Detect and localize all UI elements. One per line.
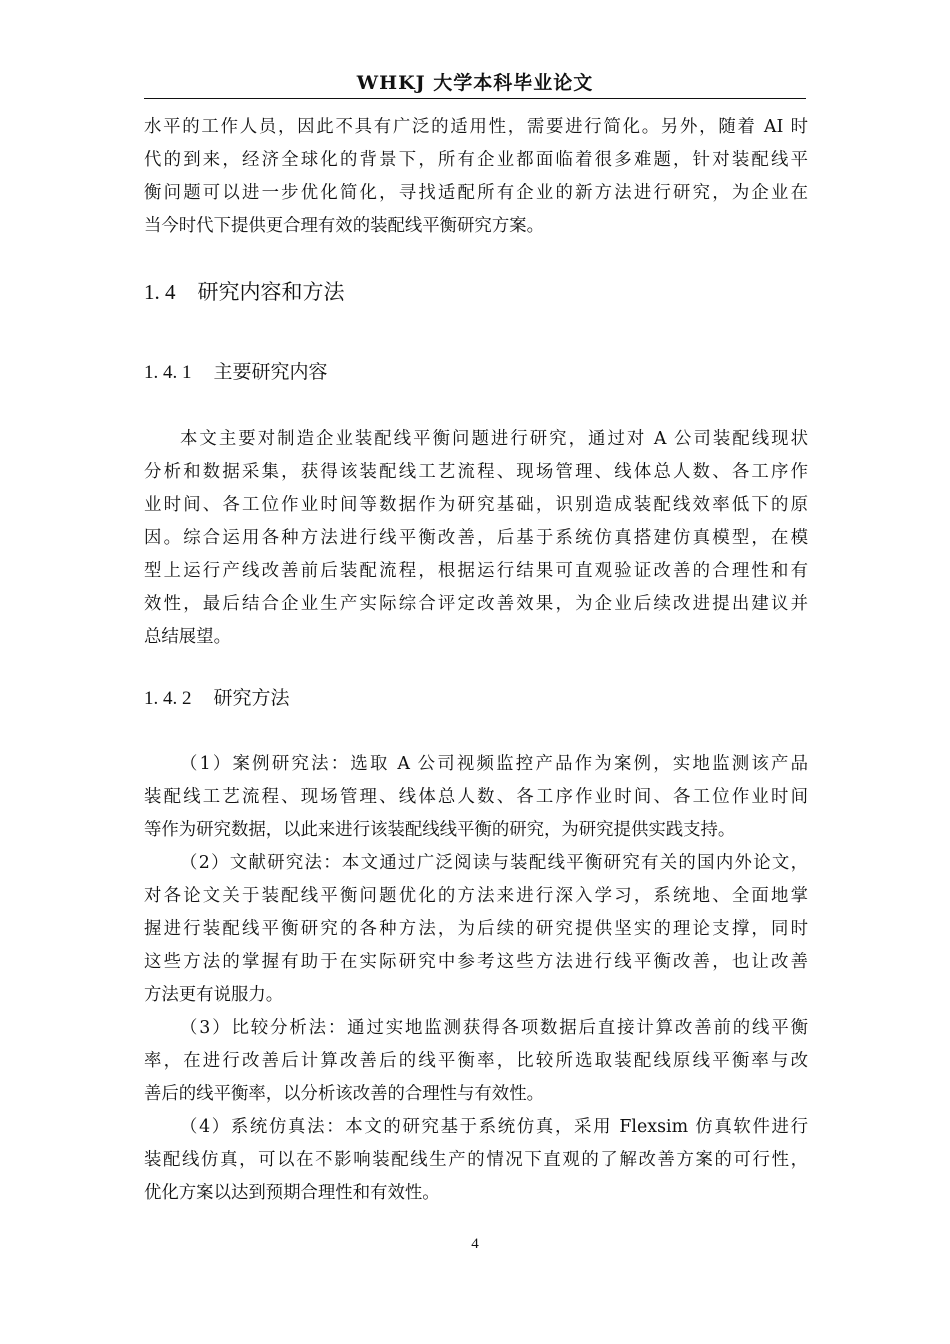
text-line: 装配线工艺流程、现场管理、线体总人数、各工序作业时间、各工位作业时间 [144,787,808,807]
text-line: 对各论文关于装配线平衡问题优化的方法来进行深入学习，系统地、全面地掌 [144,886,808,906]
page-number: 4 [471,1236,479,1252]
text-line: （2）文献研究法：本文通过广泛阅读与装配线平衡研究有关的国内外论文， [180,853,808,873]
section-title: 研究方法 [213,687,290,709]
text-line: （4）系统仿真法：本文的研究基于系统仿真，采用 Flexsim 仿真软件进行 [180,1117,808,1137]
section-number: 1. 4. 1 [144,362,192,383]
section-heading-1-4-2 [144,684,290,713]
text-line: 握进行装配线平衡研究的各种方法，为后续的研究提供坚实的理论支撑，同时 [144,919,808,939]
section-number: 1. 4. 2 [144,688,192,709]
intro-paragraph [144,111,808,243]
section-heading-1-4 [144,277,345,307]
text-line: 优化方案以达到预期合理性和有效性。 [144,1183,440,1203]
text-line: （1）案例研究法：选取 A 公司视频监控产品作为案例，实地监测该产品 [180,754,808,774]
text-line: 当今时代下提供更合理有效的装配线平衡研究方案。 [144,216,544,236]
running-header: WHKJ 大学本科毕业论文 [356,72,594,94]
text-line: 方法更有说服力。 [144,985,284,1005]
text-line: 代的到来，经济全球化的背景下，所有企业都面临着很多难题，针对装配线平 [144,150,808,170]
section-title: 主要研究内容 [213,361,328,383]
main-content-paragraph [144,423,808,654]
methods-list [144,748,808,1210]
text-line: 率，在进行改善后计算改善后的线平衡率，比较所选取装配线原线平衡率与改 [144,1051,808,1071]
section-title: 研究内容和方法 [197,280,345,304]
text-line: 等作为研究数据，以此来进行该装配线线平衡的研究，为研究提供实践支持。 [144,820,736,840]
text-line: （3）比较分析法：通过实地监测获得各项数据后直接计算改善前的线平衡 [180,1018,808,1038]
header-rule [144,98,806,99]
text-line: 善后的线平衡率，以分析该改善的合理性与有效性。 [144,1084,544,1104]
text-line: 分析和数据采集，获得该装配线工艺流程、现场管理、线体总人数、各工序作 [144,462,808,482]
text-line: 本文主要对制造企业装配线平衡问题进行研究，通过对 A 公司装配线现状 [180,429,808,449]
text-line: 水平的工作人员，因此不具有广泛的适用性，需要进行简化。另外，随着 AI 时 [144,117,808,137]
text-line: 衡问题可以进一步优化简化，寻找适配所有企业的新方法进行研究，为企业在 [144,183,808,203]
text-line: 装配线仿真，可以在不影响装配线生产的情况下直观的了解改善方案的可行性， [144,1150,808,1170]
text-line: 效性，最后结合企业生产实际综合评定改善效果，为企业后续改进提出建议并 [144,594,808,614]
text-line: 业时间、各工位作业时间等数据作为研究基础，识别造成装配线效率低下的原 [144,495,808,515]
text-line: 型上运行产线改善前后装配流程，根据运行结果可直观验证改善的合理性和有 [144,561,808,581]
section-heading-1-4-1 [144,358,328,387]
text-line: 总结展望。 [144,627,231,647]
text-line: 这些方法的掌握有助于在实际研究中参考这些方法进行线平衡改善，也让改善 [144,952,808,972]
text-line: 因。综合运用各种方法进行线平衡改善，后基于系统仿真搭建仿真模型，在模 [144,528,808,548]
section-number: 1. 4 [144,280,176,304]
